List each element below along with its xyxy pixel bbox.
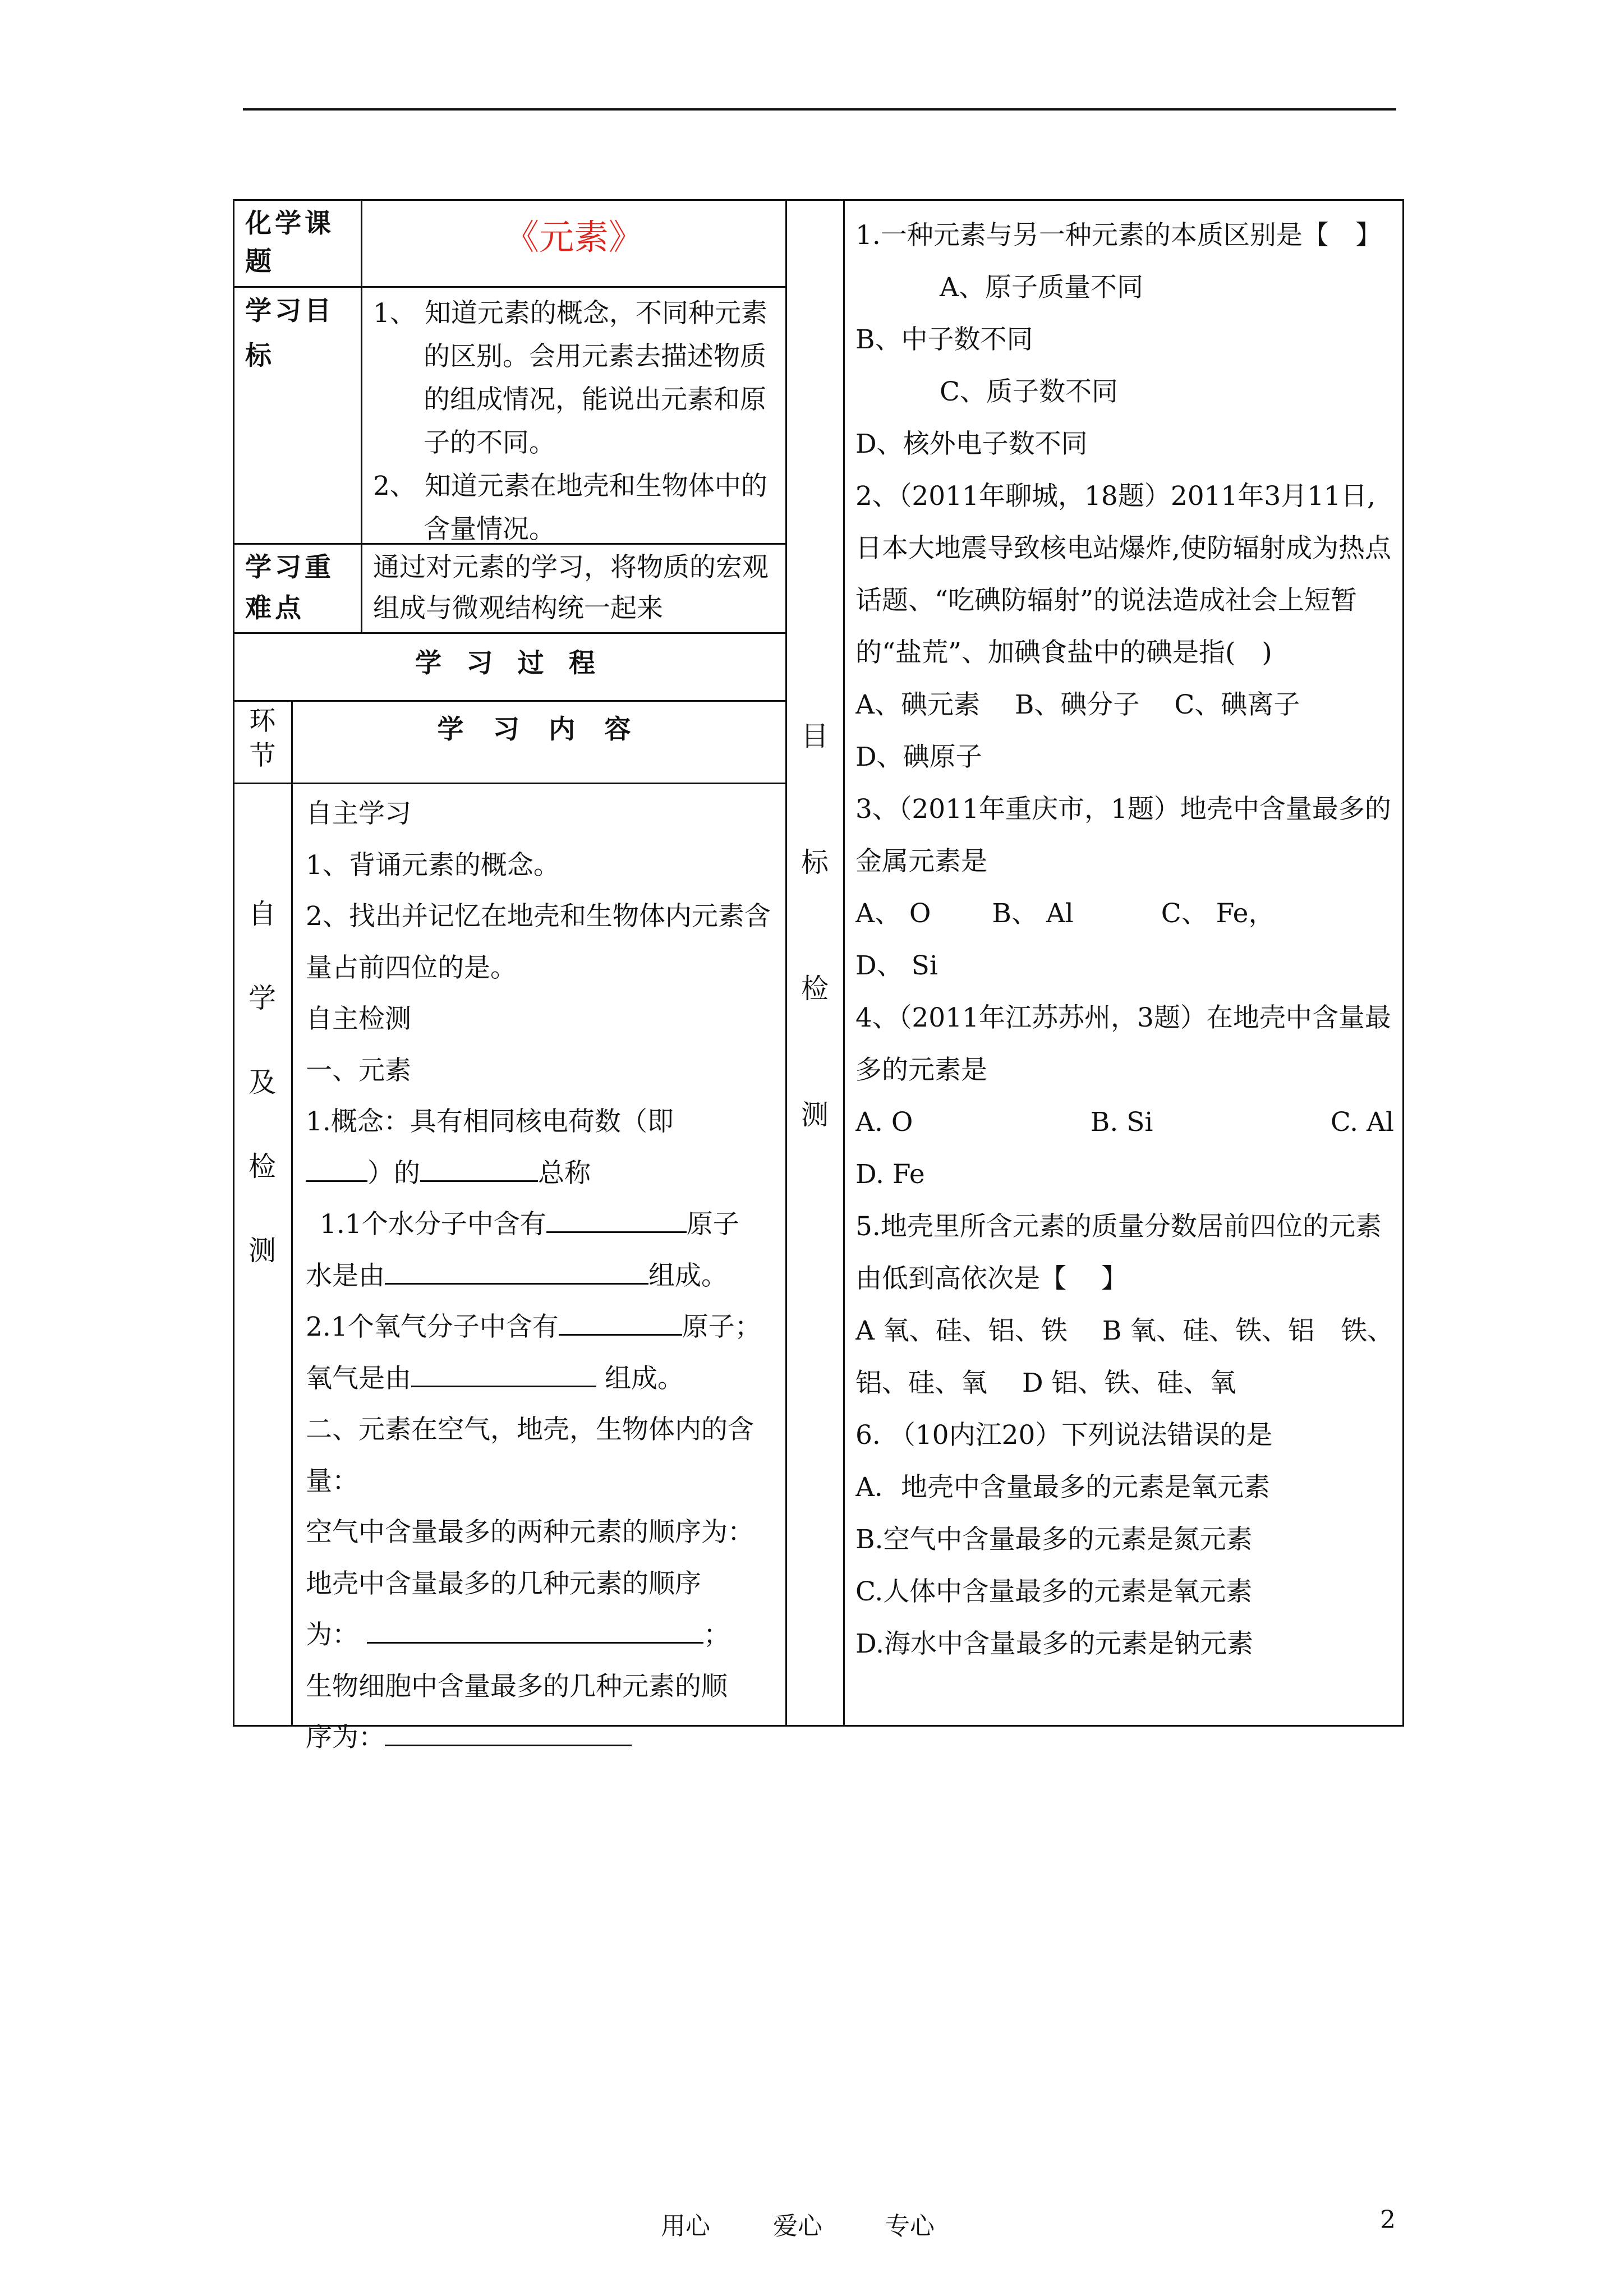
goal-2: 2、 知道元素在地壳和生物体中的含量情况。 <box>373 471 767 545</box>
footer-motto-2: 爱心 <box>773 2212 822 2240</box>
self-check-heading: 自主检测 <box>306 1004 411 1034</box>
goals-label: 学习目标 <box>245 296 334 371</box>
vline-label-col <box>361 199 362 632</box>
self-study-heading: 自主学习 <box>306 798 411 829</box>
q4-option-a: A. O <box>855 1107 913 1138</box>
lesson-table <box>233 199 1404 1753</box>
crust-text-a: 地壳中含量最多的几种元素的顺序 <box>306 1568 701 1599</box>
q4-option-c: C. Al <box>1330 1107 1394 1138</box>
q6-option-c: C.人体中含量最多的元素是氧元素 <box>855 1576 1253 1607</box>
oxygen-blank-2[interactable] <box>411 1359 596 1387</box>
content-heading: 学 习 内 容 <box>437 714 641 745</box>
q1-option-c: C、质子数不同 <box>940 376 1118 407</box>
water-line <box>306 1199 780 1250</box>
q2-options: A、碘元素 B、碘分子 C、碘离子 <box>855 689 1300 720</box>
bio-order-line <box>306 1661 780 1764</box>
topic-title: 《元素》 <box>504 217 643 257</box>
side-label-self-study: 自学及检测 <box>249 898 277 1267</box>
hline-1 <box>233 286 787 288</box>
oxygen-line <box>306 1301 780 1353</box>
vline-right-section <box>843 199 845 1727</box>
water-blank-2[interactable] <box>385 1257 648 1285</box>
goal-1: 1、 知道元素的概念，不同种元素的区别。会用元素去描述物质的组成情况，能说出元素和原子的不同。 <box>373 298 767 458</box>
concept-blank-1[interactable] <box>306 1154 367 1182</box>
crust-order-line <box>306 1558 780 1661</box>
oxygen-text-c: 氧气是由 <box>306 1363 411 1394</box>
crust-text-b: 为： <box>306 1619 358 1650</box>
question-3: 3、（2011年重庆市，1题）地壳中含量最多的金属元素是 <box>855 794 1391 877</box>
water-text-b: 原子 <box>686 1209 739 1240</box>
concept-text-c: 总称 <box>538 1157 591 1189</box>
bio-text-a: 生物细胞中含量最多的几种元素的顺 <box>306 1671 728 1702</box>
crust-blank[interactable] <box>367 1616 703 1644</box>
q2-option-d: D、碘原子 <box>855 742 982 772</box>
question-6: 6. （10内江20）下列说法错误的是 <box>855 1420 1273 1451</box>
section-element: 一、元素 <box>306 1055 411 1086</box>
header-rule <box>243 108 1396 111</box>
q6-option-b: B.空气中含量最多的元素是氮元素 <box>855 1524 1253 1555</box>
side-label-target-check: 目标检测 <box>801 720 829 1131</box>
stage-label: 环节 <box>249 706 276 771</box>
difficulty-label: 学习重难点 <box>245 552 334 624</box>
section-content: 二、元素在空气，地壳，生物体内的含量： <box>306 1414 754 1497</box>
concept-text-a: 1.概念：具有相同核电荷数（即 <box>306 1106 674 1137</box>
water-compose-line <box>306 1250 780 1302</box>
water-text-a: 1.1个水分子中含有 <box>320 1209 546 1240</box>
vline-left-section <box>785 199 787 1727</box>
water-text-d: 组成。 <box>648 1260 728 1291</box>
air-order-line: 空气中含量最多的两种元素的顺序为： <box>306 1517 754 1548</box>
oxygen-text-b: 原子； <box>682 1312 761 1342</box>
hline-3 <box>233 632 787 634</box>
right-content <box>855 209 1400 1670</box>
q1-option-a: A、原子质量不同 <box>940 272 1143 303</box>
task-recite: 1、背诵元素的概念。 <box>306 849 560 881</box>
concept-text-b: ）的 <box>367 1157 420 1189</box>
task-memorize: 2、找出并记忆在地壳和生物体内元素含量占前四位的是。 <box>306 901 771 983</box>
question-1-options <box>855 261 1400 314</box>
difficulty-text: 通过对元素的学习，将物质的宏观组成与微观结构统一起来 <box>373 552 769 624</box>
q4-option-b: B. Si <box>1090 1107 1153 1138</box>
topic-label: 化学课题 <box>245 208 334 277</box>
q5-options: A 氧、硅、铝、铁 B 氧、硅、铁、铝 铁、铝、硅、氧 D 铝、铁、硅、氧 <box>855 1315 1394 1398</box>
oxygen-text-a: 2.1个氧气分子中含有 <box>306 1312 559 1342</box>
question-2: 2、（2011年聊城，18题）2011年3月11日,日本大地震导致核电站爆炸,使防辐射成为热点话题、“吃碘防辐射”的说法造成社会上短暂的“盐荒”、加碘食盐中的碘是指( ) <box>855 481 1391 668</box>
crust-text-end: ； <box>703 1619 730 1650</box>
q4-options <box>855 1096 1400 1148</box>
question-4: 4、（2011年江苏苏州，3题）在地壳中含量最多的元素是 <box>855 1002 1391 1085</box>
process-heading: 学 习 过 程 <box>415 648 604 679</box>
left-content <box>306 788 780 1764</box>
q1-option-b-text: B、中子数不同 <box>855 324 1033 355</box>
q6-option-a: A．地壳中含量最多的元素是氧元素 <box>855 1472 1270 1503</box>
water-blank-1[interactable] <box>546 1205 687 1233</box>
concept-blank-2[interactable] <box>420 1154 538 1182</box>
concept-line <box>306 1096 780 1199</box>
page-number: 2 <box>1380 2206 1396 2234</box>
oxygen-compose-line <box>306 1353 780 1405</box>
bio-text-b: 序为： <box>306 1722 385 1753</box>
goals-text <box>373 292 777 551</box>
oxygen-blank-1[interactable] <box>559 1308 682 1336</box>
water-text-c: 水是由 <box>306 1260 385 1291</box>
footer-motto-1: 用心 <box>661 2212 710 2240</box>
question-5: 5.地壳里所含元素的质量分数居前四位的元素由低到高依次是【 】 <box>855 1211 1382 1294</box>
q3-option-d: D、 Si <box>855 950 938 981</box>
footer-motto-3: 专心 <box>885 2212 935 2240</box>
vline-stage-col <box>291 700 293 1727</box>
q3-options: A、 O B、 Al C、 Fe， <box>855 898 1275 929</box>
hline-5 <box>233 783 787 784</box>
question-1: 1.一种元素与另一种元素的本质区别是【 】 <box>855 220 1382 251</box>
q1-option-d: D、核外电子数不同 <box>855 429 1088 459</box>
bio-blank[interactable] <box>385 1718 632 1746</box>
q6-option-d: D.海水中含量最多的元素是钠元素 <box>855 1628 1253 1659</box>
oxygen-text-d: 组成。 <box>604 1363 684 1394</box>
q4-option-d: D. Fe <box>855 1159 925 1190</box>
